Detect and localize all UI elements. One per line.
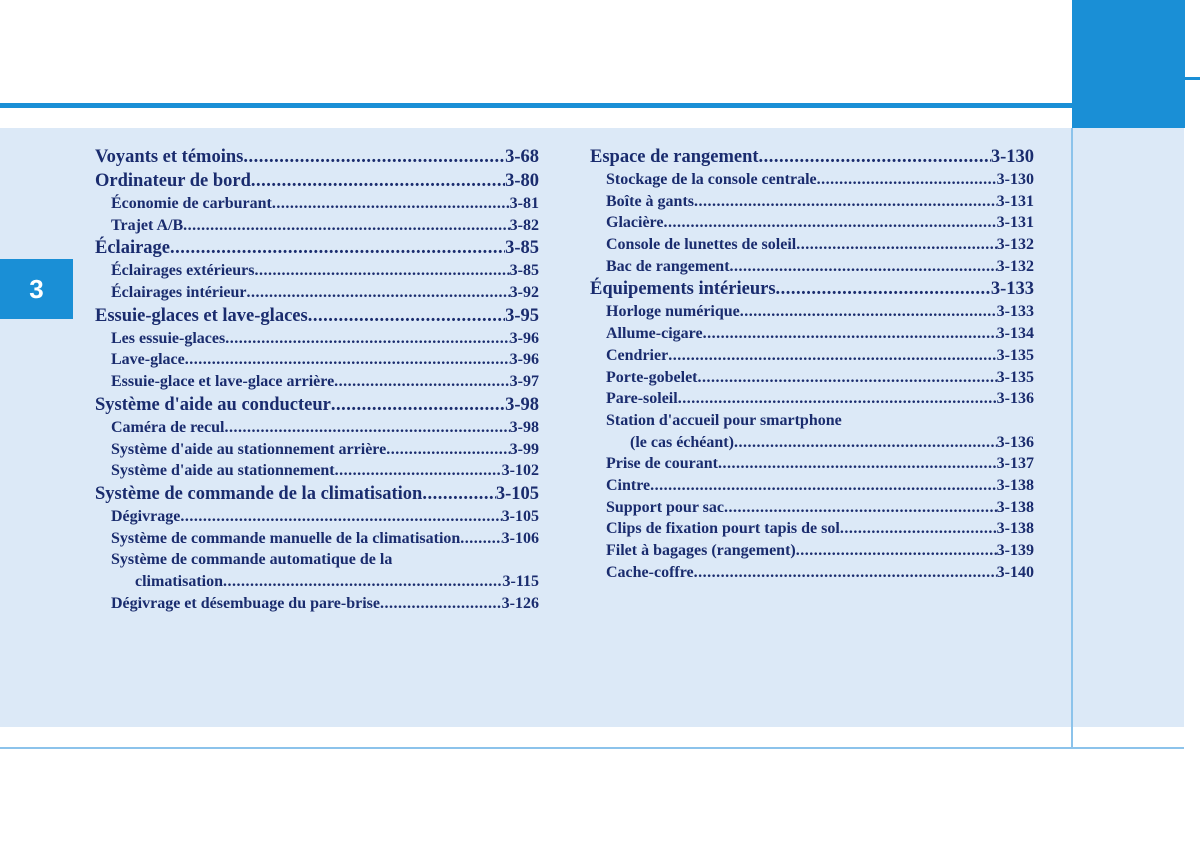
toc-dot-leader <box>243 145 505 169</box>
toc-subsection-entry[interactable] <box>95 215 539 237</box>
toc-page-number: 3-131 <box>996 192 1034 210</box>
side-panel <box>1072 128 1184 727</box>
toc-subsection-entry[interactable] <box>590 367 1034 389</box>
toc-dot-leader <box>650 475 997 497</box>
toc-dot-leader <box>718 453 997 475</box>
toc-subsection-entry[interactable] <box>95 260 539 282</box>
toc-subsection-entry[interactable] <box>95 417 539 439</box>
toc-entry-title: Clips de fixation pourt tapis de sol <box>606 520 840 538</box>
toc-entry-title: Essuie-glace et lave-glace arrière <box>111 373 335 391</box>
toc-page-number: 3-130 <box>996 171 1034 188</box>
toc-page-number: 3-130 <box>990 147 1034 167</box>
toc-subsection-entry[interactable] <box>590 212 1034 234</box>
toc-dot-leader <box>386 439 509 461</box>
toc-subsection-entry[interactable] <box>590 453 1034 475</box>
toc-page-number: 3-98 <box>505 394 539 415</box>
toc-page-number: 3-98 <box>509 418 539 436</box>
toc-dot-leader <box>380 593 502 615</box>
toc-page-number: 3-81 <box>509 195 539 212</box>
toc-page-number: 3-135 <box>996 346 1034 364</box>
toc-page-number: 3-102 <box>501 462 539 480</box>
toc-page-number: 3-139 <box>996 542 1034 559</box>
toc-entry-title: climatisation <box>135 572 223 590</box>
toc-dot-leader <box>223 571 503 593</box>
toc-dot-leader <box>255 260 510 282</box>
toc-section-entry[interactable] <box>95 482 539 506</box>
toc-dot-leader <box>180 506 501 528</box>
toc-dot-leader <box>247 282 510 304</box>
toc-subsection-entry[interactable] <box>95 371 539 393</box>
toc-page-number: 3-133 <box>990 279 1034 300</box>
toc-section-entry[interactable] <box>590 277 1034 301</box>
toc-page-number: 3-138 <box>996 498 1034 516</box>
toc-entry-title: Glacière <box>606 214 664 232</box>
corner-tab <box>1072 0 1185 128</box>
header-rule <box>0 103 1072 108</box>
toc-subsection-entry[interactable] <box>590 410 1034 432</box>
toc-entry-title: Stockage de la console centrale <box>606 171 817 188</box>
toc-dot-leader <box>335 460 502 482</box>
toc-entry-title: Essuie-glaces et lave-glaces <box>95 305 308 326</box>
toc-page-number: 3-135 <box>996 368 1034 386</box>
toc-dot-leader <box>272 193 510 215</box>
toc-page-number: 3-82 <box>509 216 539 234</box>
toc-entry-title: Éclairages extérieurs <box>111 262 255 280</box>
toc-entry-title: Espace de rangement <box>590 147 759 167</box>
toc-entry-title: Système de commande manuelle de la climatisation <box>111 529 461 547</box>
toc-subsection-entry[interactable] <box>590 475 1034 497</box>
toc-dot-leader <box>730 256 997 278</box>
toc-entry-title: Équipements intérieurs <box>590 279 776 300</box>
toc-entry-title: Trajet A/B <box>111 216 184 234</box>
toc-page-number: 3-105 <box>501 507 539 525</box>
toc-subsection-entry[interactable] <box>590 562 1034 584</box>
toc-dot-leader <box>224 417 509 439</box>
toc-dot-leader <box>759 145 991 169</box>
toc-dot-leader <box>796 234 996 256</box>
toc-subsection-entry[interactable] <box>95 593 539 615</box>
toc-dot-leader <box>185 349 510 371</box>
toc-entry-title: Éclairage <box>95 238 171 259</box>
toc-subsection-entry[interactable] <box>590 388 1034 410</box>
toc-subsection-entry[interactable] <box>95 460 539 482</box>
toc-entry-title: Système d'aide au stationnement arrière <box>111 440 387 458</box>
toc-page-number: 3-138 <box>996 520 1034 538</box>
toc-subsection-entry[interactable] <box>590 518 1034 540</box>
toc-page-number: 3-115 <box>502 572 539 590</box>
toc-dot-leader <box>694 562 997 584</box>
toc-subsection-entry[interactable] <box>95 439 539 461</box>
toc-dot-leader <box>668 345 996 367</box>
toc-page-number: 3-140 <box>996 563 1034 581</box>
footer-rule <box>0 747 1184 749</box>
toc-subsection-entry[interactable] <box>590 540 1034 562</box>
toc-dot-leader <box>460 528 501 550</box>
toc-subsection-entry[interactable] <box>95 506 539 528</box>
toc-page-number: 3-80 <box>505 171 539 191</box>
toc-entry-title: Éclairages intérieur <box>111 284 247 302</box>
toc-entry-title: Système d'aide au stationnement <box>111 462 335 480</box>
toc-entry-title: Porte-gobelet <box>606 368 698 386</box>
toc-subsection-entry[interactable] <box>590 191 1034 213</box>
header-rule-right <box>1185 77 1200 80</box>
toc-entry-title: Cache-coffre <box>606 563 694 581</box>
toc-entry-title: Bac de rangement <box>606 257 730 275</box>
toc-entry-title: Dégivrage et désembuage du pare-brise <box>111 594 380 612</box>
toc-page-number: 3-99 <box>509 440 539 458</box>
toc-entry-title: Cintre <box>606 476 651 494</box>
toc-page-number: 3-138 <box>996 476 1034 494</box>
toc-page-number: 3-106 <box>501 529 539 547</box>
toc-subsection-entry[interactable] <box>95 549 539 571</box>
toc-subsection-entry[interactable] <box>590 432 1034 454</box>
toc-subsection-entry[interactable] <box>590 169 1034 191</box>
toc-dot-leader <box>840 518 997 540</box>
toc-page-number: 3-136 <box>996 433 1034 451</box>
toc-entry-title: Lave-glace <box>111 351 185 369</box>
toc-page-number: 3-134 <box>996 325 1034 343</box>
toc-entry-title: Filet à bagages (rangement) <box>606 542 796 559</box>
toc-dot-leader <box>422 482 496 506</box>
toc-page-number: 3-137 <box>996 455 1034 473</box>
toc-entry-title: Support pour sac <box>606 498 724 516</box>
toc-dot-leader <box>703 323 997 345</box>
toc-page-number: 3-96 <box>509 329 539 347</box>
toc-dot-leader <box>817 169 997 191</box>
toc-column-right <box>590 145 1034 583</box>
toc-page-number: 3-96 <box>509 351 539 369</box>
toc-page-number: 3-132 <box>996 257 1034 275</box>
toc-dot-leader <box>331 393 505 417</box>
toc-subsection-entry[interactable] <box>95 571 539 593</box>
toc-entry-title: Caméra de recul <box>111 418 225 436</box>
toc-dot-leader <box>251 169 505 193</box>
toc-subsection-entry[interactable] <box>95 282 539 304</box>
toc-entry-title: Système d'aide au conducteur <box>95 394 331 415</box>
toc-entry-title: Dégivrage <box>111 507 181 525</box>
toc-entry-title: Système de commande automatique de la <box>111 551 393 569</box>
toc-dot-leader <box>724 497 997 519</box>
toc-page-number: 3-92 <box>509 284 539 302</box>
toc-subsection-entry[interactable] <box>95 349 539 371</box>
toc-dot-leader <box>663 212 996 234</box>
toc-page-number: 3-68 <box>505 147 539 167</box>
toc-entry-title: Horloge numérique <box>606 303 740 321</box>
toc-page-number: 3-133 <box>996 303 1034 321</box>
toc-subsection-entry[interactable] <box>590 323 1034 345</box>
toc-dot-leader <box>776 277 991 301</box>
toc-page-number: 3-136 <box>996 390 1034 408</box>
toc-subsection-entry[interactable] <box>590 256 1034 278</box>
toc-entry-title: Ordinateur de bord <box>95 171 251 191</box>
toc-page-number: 3-132 <box>996 236 1034 254</box>
toc-dot-leader <box>698 367 997 389</box>
toc-subsection-entry[interactable] <box>95 193 539 215</box>
toc-entry-title: Les essuie-glaces <box>111 329 226 347</box>
toc-entry-title: Pare-soleil <box>606 390 678 408</box>
toc-entry-title: Voyants et témoins <box>95 147 244 167</box>
toc-dot-leader <box>740 301 997 323</box>
toc-page-number: 3-95 <box>505 305 539 326</box>
toc-dot-leader <box>678 388 997 410</box>
toc-entry-title: Prise de courant <box>606 455 718 473</box>
toc-dot-leader <box>694 191 997 213</box>
side-divider <box>1071 128 1073 748</box>
toc-subsection-entry[interactable] <box>95 528 539 550</box>
toc-page-number: 3-85 <box>505 238 539 259</box>
toc-entry-title: Système de commande de la climatisation <box>95 483 423 504</box>
toc-subsection-entry[interactable] <box>590 301 1034 323</box>
toc-entry-title: Allume-cigare <box>606 325 703 343</box>
toc-dot-leader <box>796 540 997 562</box>
chapter-number-tab[interactable]: 3 <box>0 259 73 319</box>
toc-column-left <box>95 145 539 614</box>
toc-dot-leader <box>334 371 510 393</box>
toc-section-entry[interactable] <box>95 393 539 417</box>
toc-section-entry[interactable] <box>95 236 539 260</box>
toc-entry-title: Station d'accueil pour smartphone <box>606 411 842 429</box>
toc-page-number: 3-105 <box>495 483 539 504</box>
toc-page-number: 3-126 <box>501 594 539 612</box>
toc-section-entry[interactable] <box>95 145 539 169</box>
toc-dot-leader <box>183 215 510 237</box>
toc-dot-leader <box>170 236 505 260</box>
toc-subsection-entry[interactable] <box>95 328 539 350</box>
toc-section-entry[interactable] <box>95 304 539 328</box>
toc-entry-title: Cendrier <box>606 346 669 364</box>
toc-entry-title: Boîte à gants <box>606 192 694 210</box>
toc-page-number: 3-97 <box>509 373 539 391</box>
toc-subsection-entry[interactable] <box>590 345 1034 367</box>
toc-dot-leader <box>734 432 997 454</box>
toc-section-entry[interactable] <box>95 169 539 193</box>
toc-dot-leader <box>225 328 509 350</box>
toc-page-number: 3-131 <box>996 214 1034 232</box>
toc-page-number: 3-85 <box>509 262 539 280</box>
toc-subsection-entry[interactable] <box>590 234 1034 256</box>
toc-dot-leader <box>308 304 505 328</box>
toc-entry-title: (le cas échéant) <box>630 433 734 451</box>
toc-entry-title: Console de lunettes de soleil <box>606 236 797 254</box>
toc-section-entry[interactable] <box>590 145 1034 169</box>
toc-subsection-entry[interactable] <box>590 497 1034 519</box>
toc-entry-title: Économie de carburant <box>111 195 272 212</box>
